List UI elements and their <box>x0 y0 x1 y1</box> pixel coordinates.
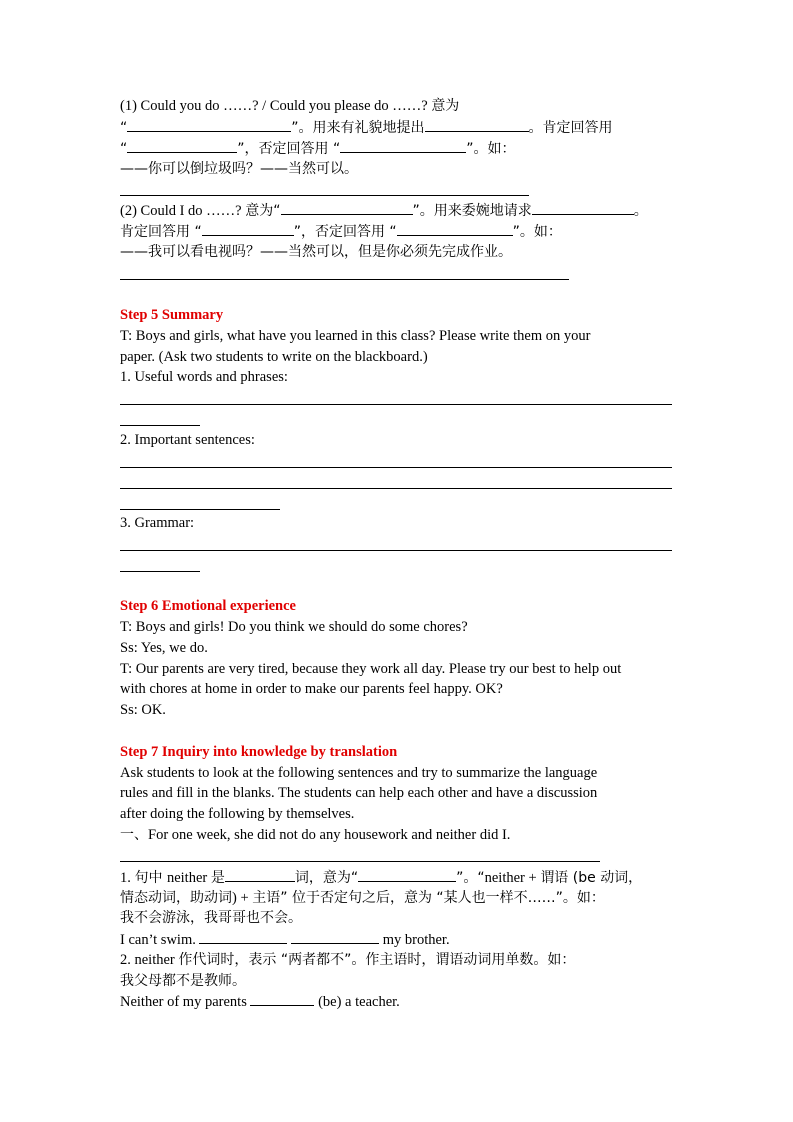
answer-line[interactable] <box>120 861 600 862</box>
step7-sentence: 一、For one week, she did not do any housework and neither did I. <box>120 827 511 843</box>
fill-blank[interactable] <box>225 868 295 882</box>
fill-blank[interactable] <box>425 118 529 132</box>
answer-line[interactable] <box>120 509 280 510</box>
fill-blank[interactable] <box>532 201 634 215</box>
s1-line1: (1) Could you do ……? / Could you please do ……? 意为 <box>120 98 460 114</box>
answer-line[interactable] <box>120 550 672 551</box>
s2-example: ——我可以看电视吗？——当然可以，但是你必须先完成作业。 <box>120 244 512 260</box>
summary-item-words: 1. Useful words and phrases: <box>120 369 288 385</box>
step5-heading: Step 5 Summary <box>120 307 224 323</box>
dialogue-line: with chores at home in order to make our parents feel happy. OK? <box>120 681 503 697</box>
dialogue-line: T: Boys and girls! Do you think we should do some chores? <box>120 619 468 635</box>
s1-line3: “ ”，否定回答用 “ ”。如： <box>120 141 516 157</box>
answer-line[interactable] <box>120 195 529 196</box>
s2-line2: 肯定回答用 “ ”，否定回答用 “ ”。如： <box>120 224 562 240</box>
fill-blank[interactable] <box>397 222 513 236</box>
dialogue-line: T: Our parents are very tired, because they work all day. Please try our best to help out <box>120 661 622 677</box>
example-english: Neither of my parents (be) a teacher. <box>120 994 400 1010</box>
rule-line2: 情态动词，助动词) + 主语” 位于否定句之后，意为 “某人也一样不……”。如： <box>120 890 605 906</box>
dialogue-line: Ss: Yes, we do. <box>120 640 208 656</box>
summary-item-sentences: 2. Important sentences: <box>120 432 255 448</box>
step7-para: after doing the following by themselves. <box>120 806 355 822</box>
example-chinese: 我父母都不是教师。 <box>120 973 246 989</box>
answer-line[interactable] <box>120 425 200 426</box>
fill-blank[interactable] <box>199 930 287 944</box>
answer-line[interactable] <box>120 404 672 405</box>
step5-para: T: Boys and girls, what have you learned in this class? Please write them on your <box>120 328 591 344</box>
s1-example: ——你可以倒垃圾吗？——当然可以。 <box>120 161 358 177</box>
fill-blank[interactable] <box>127 118 291 132</box>
fill-blank[interactable] <box>340 139 466 153</box>
rule-line1: 1. 句中 neither 是 词，意为“ ”。“neither + 谓语 (be 动词， <box>120 870 643 886</box>
step5-para: paper. (Ask two students to write on the blackboard.) <box>120 349 428 365</box>
answer-line[interactable] <box>120 279 569 280</box>
example-english: I can’t swim. my brother. <box>120 932 450 948</box>
answer-line[interactable] <box>120 467 672 468</box>
fill-blank[interactable] <box>127 139 237 153</box>
fill-blank[interactable] <box>250 992 314 1006</box>
answer-line[interactable] <box>120 488 672 489</box>
fill-blank[interactable] <box>202 222 294 236</box>
answer-line[interactable] <box>120 571 200 572</box>
s2-line1: (2) Could I do ……? 意为“ ”。用来委婉地请求 。 <box>120 203 648 219</box>
fill-blank[interactable] <box>358 868 456 882</box>
rule-line3: 2. neither 作代词时，表示 “两者都不”。作主语时，谓语动词用单数。如： <box>120 952 576 968</box>
step7-para: Ask students to look at the following sentences and try to summarize the language <box>120 765 598 781</box>
dialogue-line: Ss: OK. <box>120 702 166 718</box>
fill-blank[interactable] <box>281 201 413 215</box>
step7-heading: Step 7 Inquiry into knowledge by translation <box>120 744 398 760</box>
summary-item-grammar: 3. Grammar: <box>120 515 195 531</box>
fill-blank[interactable] <box>291 930 379 944</box>
step6-heading: Step 6 Emotional experience <box>120 598 296 614</box>
example-chinese: 我不会游泳，我哥哥也不会。 <box>120 910 302 926</box>
step7-para: rules and fill in the blanks. The students can help each other and have a discussion <box>120 785 598 801</box>
s1-line2: “ ”。用来有礼貌地提出 。肯定回答用 <box>120 120 613 136</box>
